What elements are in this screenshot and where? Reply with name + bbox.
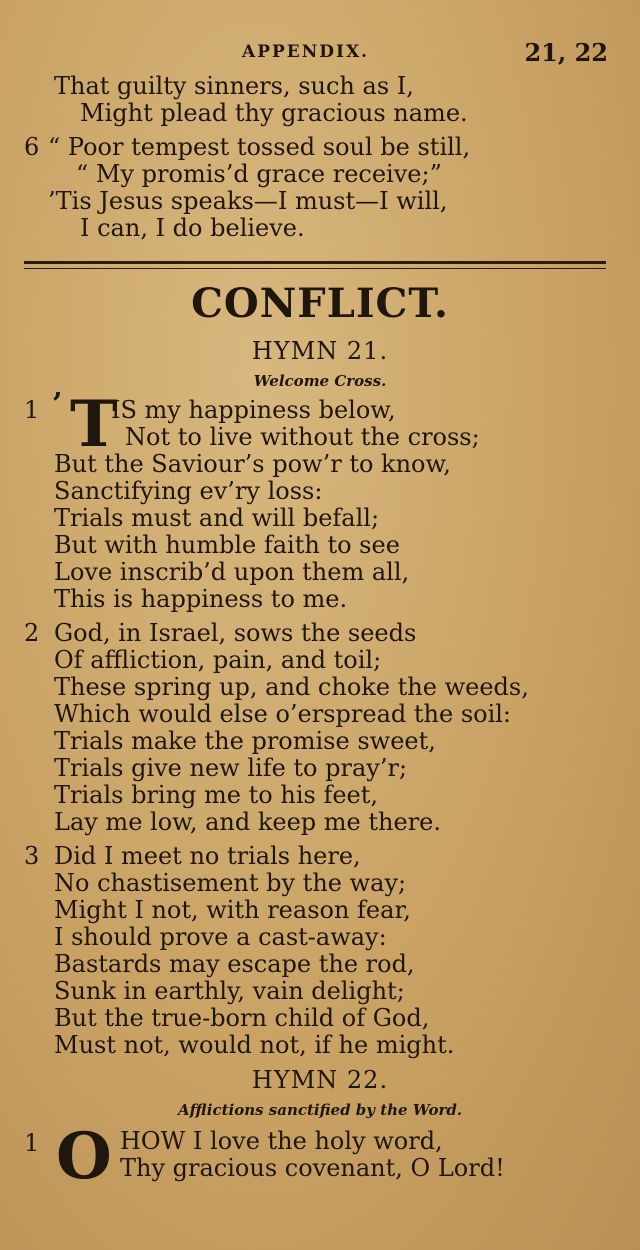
hymn-title: HYMN 22. — [251, 1066, 389, 1094]
verse-line: But the Saviour’s pow’r to know, — [54, 450, 451, 478]
verse-line: IS my happiness below, — [111, 396, 396, 424]
page-number: 21, 22 — [524, 38, 608, 67]
hymn-subtitle: Afflictions sanctified by the Word. — [177, 1101, 463, 1119]
stanza-number: 6 — [24, 133, 40, 161]
verse-line: “ My promis’d grace receive;” — [76, 160, 442, 188]
verse-line: HOW I love the holy word, — [120, 1127, 443, 1155]
verse-line: These spring up, and choke the weeds, — [54, 673, 529, 701]
verse-line: ’Tis Jesus speaks—I must—I will, — [48, 187, 448, 215]
verse-line: Bastards may escape the rod, — [54, 950, 415, 978]
verse-line: That guilty sinners, such as I, — [54, 72, 414, 100]
verse-line: Which would else o’erspread the soil: — [54, 700, 512, 728]
verse-line: But the true-born child of God, — [54, 1004, 430, 1032]
verse-line: Might plead thy gracious name. — [80, 99, 468, 127]
verse-line: Trials make the promise sweet, — [54, 727, 436, 755]
verse-line: Lay me low, and keep me there. — [54, 808, 441, 836]
drop-cap: O — [56, 1119, 112, 1194]
drop-cap-apostrophe: ’ — [52, 387, 63, 422]
section-divider — [24, 261, 606, 264]
hymn-subtitle: Welcome Cross. — [253, 372, 387, 390]
verse-line: Trials bring me to his feet, — [54, 781, 378, 809]
verse-line: Must not, would not, if he might. — [54, 1031, 455, 1059]
verse-line: Sanctifying ev’ry loss: — [54, 477, 323, 505]
stanza-number: 1 — [24, 1129, 40, 1157]
verse-line: Of affliction, pain, and toil; — [54, 646, 382, 674]
verse-line: God, in Israel, sows the seeds — [54, 619, 417, 647]
page-header — [0, 38, 640, 68]
verse-line: No chastisement by the way; — [54, 869, 407, 897]
verse-line: Thy gracious covenant, O Lord! — [120, 1154, 505, 1182]
verse-line: Might I not, with reason fear, — [54, 896, 411, 924]
verse-line: Love inscrib’d upon them all, — [54, 558, 410, 586]
verse-line: I should prove a cast-away: — [54, 923, 387, 951]
verse-line: I can, I do believe. — [80, 214, 305, 242]
running-title: APPENDIX. — [242, 42, 370, 62]
verse-line: Sunk in earthly, vain delight; — [54, 977, 405, 1005]
stanza-number: 2 — [24, 619, 40, 647]
stanza-number: 1 — [24, 396, 40, 424]
verse-line: Trials give new life to pray’r; — [54, 754, 408, 782]
stanza-number: 3 — [24, 842, 40, 870]
verse-line: “ Poor tempest tossed soul be still, — [48, 133, 471, 161]
verse-line: Trials must and will befall; — [54, 504, 380, 532]
hymn-title: HYMN 21. — [251, 337, 389, 365]
drop-cap: T — [70, 387, 118, 462]
verse-line: Not to live without the cross; — [125, 423, 480, 451]
verse-line: But with humble faith to see — [54, 531, 400, 559]
section-divider-thin — [24, 268, 606, 269]
verse-line: Did I meet no trials here, — [54, 842, 361, 870]
section-title: CONFLICT. — [191, 280, 449, 327]
verse-line: This is happiness to me. — [54, 585, 348, 613]
